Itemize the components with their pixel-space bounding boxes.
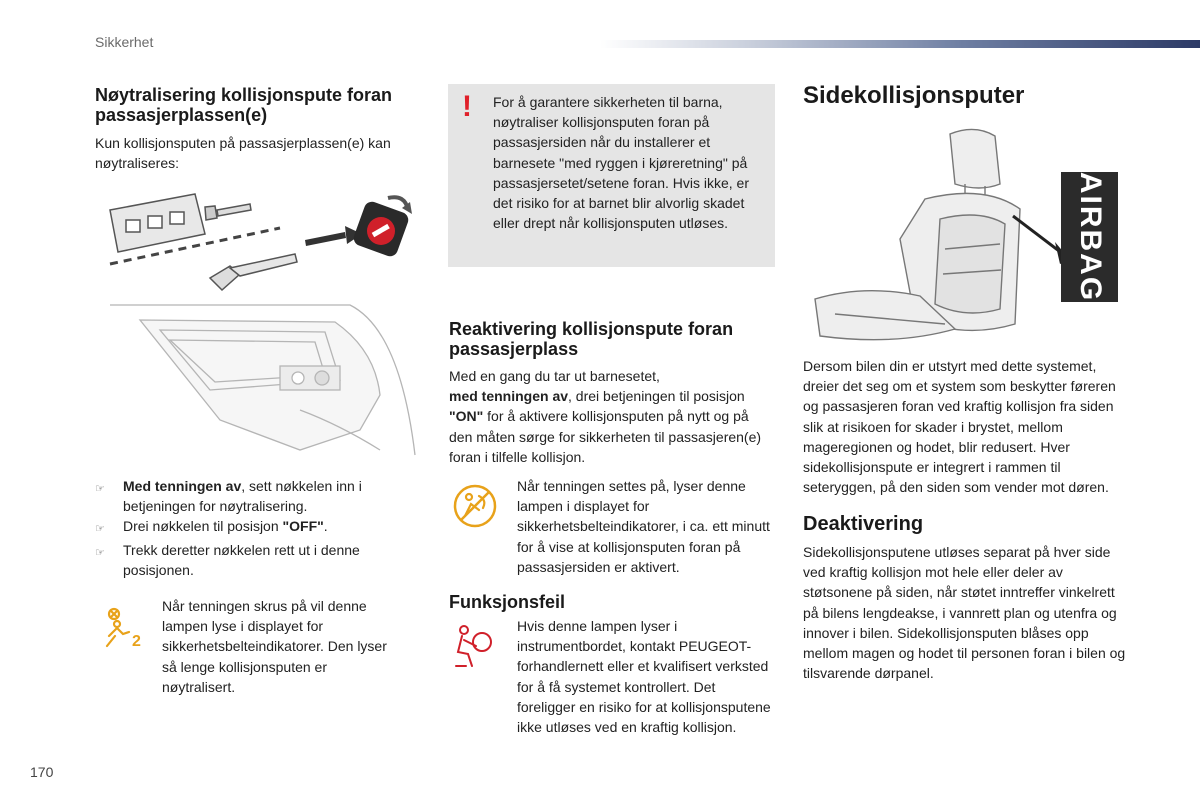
pointing-hand-icon: ☞ xyxy=(95,483,105,495)
intro-neutralize: Kun kollisjonsputen på passasjerplassen(e) kan nøytraliseres: xyxy=(95,135,391,172)
svg-text:2: 2 xyxy=(132,633,141,650)
deactivation-text: Sidekollisjonsputene utløses separat på hver side ved kraftig kollisjon mot hele eller deler av støtsonene på siden, når støtet inntreffer vinkelrett på bilens lengdeakse, i vannrett plan og utenfra og innover i bilen. Sidekollisjonsputen blåses opp mellom magen og hodet til personen foran i bilen og tilsvarende dørpanel. xyxy=(803,544,1126,682)
airbag-tag xyxy=(1061,172,1118,302)
heading-deactivation: Deaktivering xyxy=(803,513,924,535)
step-text: Trekk deretter nøkkelen rett ut i denne posisjonen. xyxy=(123,541,360,578)
heading-fault: Funksjonsfeil xyxy=(449,592,566,612)
key-illustration xyxy=(100,182,420,302)
warning-text: For å garantere sikkerheten til barna, nøytraliser kollisjonsputen foran på passasjersiden når du installerer et barnesete "med ryggen i kjøreretning" på passasjersetet/setene foran. Hvis ikke, er det risiko for at barnet blir alvorlig skadet eller drept når kollisjonsputen utløses. xyxy=(493,94,750,232)
section-label: Sikkerhet xyxy=(95,34,154,50)
pointing-hand-icon: ☞ xyxy=(95,523,105,536)
heading-reactivate: Reaktivering kollisjonspute foran passasjerplass xyxy=(449,319,734,359)
step-bold: Med tenningen av xyxy=(123,478,242,494)
airbag-label: AIRBAG xyxy=(1073,171,1107,303)
airbag-on-lamp-icon xyxy=(451,482,499,530)
step-text: , sett nøkkelen inn i betjeningen for nøytralisering. xyxy=(123,478,362,515)
fault-note: Hvis denne lampen lyser i instrumentbordet, kontakt PEUGEOT-forhandlernett eller et kvalifisert verksted for å få systemet kontrollert. Det foreligger en risiko for at kollisjonsputene ikke utløses ved en kraftig kollisjon. xyxy=(517,618,771,736)
lamp-off-note: Når tenningen skrus på vil denne lampen lyse i displayet for sikkerhetsbelteindikatorer. Den lyser så lenge kollisjonsputen er nøytralisert. xyxy=(162,598,387,695)
reactivate-text-1: Med en gang du tar ut barnesetet, xyxy=(449,368,660,384)
reactivate-bold: med tenningen av xyxy=(449,388,569,405)
heading-neutralize: Nøytralisering kollisjonspute foran passasjerplassen(e) xyxy=(95,85,393,125)
side-airbag-intro: Dersom bilen din er utstyrt med dette systemet, dreier det seg om et system som beskytter føreren og passasjeren foran ved kraftig kollisjon fra siden slik at risikoen for skader i brystet, mellom mageregionen og hodet, blir redusert. Hver sidekollisjonspute er integrert i rammen til seteryggen, på den siden som vender mot døren. xyxy=(803,358,1116,496)
lamp-on-note: Når tenningen settes på, lyser denne lampen i displayet for sikkerhetsbelteindikatorer, i ca. ett minutt for å vise at kollisjonsputen foran på passasjersiden er aktivert. xyxy=(517,478,770,575)
list-item xyxy=(95,540,395,580)
reactivate-text-2: , drei betjeningen til posisjon xyxy=(568,388,745,405)
reactivate-text-3: for å aktivere kollisjonsputen på nytt og på den måten sørge for sikkerheten til passasjeren(e) foran i tilfelle kollisjon. xyxy=(449,408,762,465)
page-number: 170 xyxy=(30,764,54,780)
list-item xyxy=(95,516,395,539)
page-title: Sidekollisjonsputer xyxy=(803,82,1025,109)
airbag-fault-lamp-icon xyxy=(452,622,496,670)
glovebox-illustration xyxy=(100,300,420,460)
header-bar xyxy=(600,40,1200,48)
list-item xyxy=(95,476,395,516)
reactivate-text xyxy=(449,366,774,467)
step-bold: "OFF" xyxy=(282,518,324,535)
step-text: . xyxy=(323,518,328,535)
step-list xyxy=(95,476,395,580)
airbag-off-lamp-icon xyxy=(103,606,147,650)
pointing-hand-icon: ☞ xyxy=(95,546,105,559)
step-text: Drei nøkkelen til posisjon xyxy=(123,518,283,535)
exclamation-icon: ! xyxy=(462,90,472,123)
reactivate-on: "ON" xyxy=(449,408,484,425)
